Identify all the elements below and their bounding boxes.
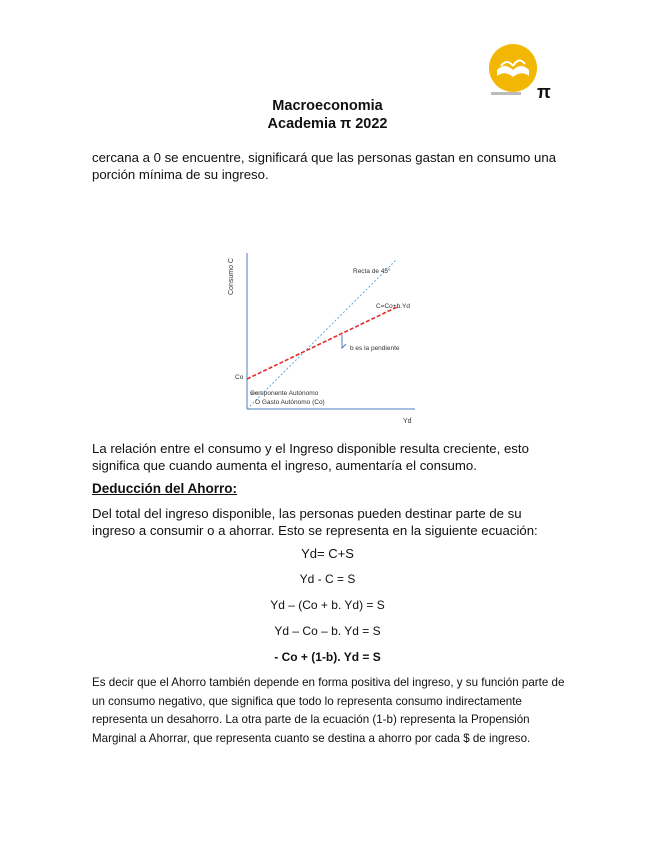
equation-3: Yd – (Co + b. Yd) = S [270, 598, 385, 612]
label-consumption-function: C=Co+b.Yd [376, 303, 410, 310]
conclusion-paragraph: Es decir que el Ahorro también depende en forma positiva del ingreso, y su función parte de un consumo negativo, que significa que todo lo representa consumo indirectamente representa un desahorro. La otra parte de la ecuación (1-b) representa la Propensión Marginal a Ahorrar, que representa cuanto se destina a ahorro por cada $ de ingreso. [92, 676, 565, 745]
component-annotation: Componente Autónomo [250, 390, 319, 397]
equation-4: Yd – Co – b. Yd = S [274, 624, 381, 638]
slope-annotation: b es la pendiente [350, 345, 400, 352]
consumption-chart [225, 245, 425, 435]
x-axis-label: Yd [403, 418, 412, 425]
slope-arrow-icon [342, 335, 346, 348]
ahorro-paragraph: Del total del ingreso disponible, las personas pueden destinar parte de su ingreso a consumir o a ahorrar. Esto se representa en la siguiente ecuación: [92, 506, 538, 538]
intercept-label: Co [235, 374, 244, 381]
section-heading: Deducción del Ahorro: [92, 481, 238, 496]
equation-5: - Co + (1-b). Yd = S [274, 650, 381, 664]
equation-1: Yd= C+S [301, 546, 354, 561]
logo-circle [489, 44, 537, 92]
page-title: Macroeconomia [272, 98, 383, 114]
gasto-annotation: O Gasto Autónomo (Co) [255, 399, 325, 406]
label-45-line: Recta de 45° [353, 268, 391, 275]
chart-svg [225, 245, 425, 435]
pi-symbol: π [537, 82, 551, 102]
relation-paragraph: La relación entre el consumo y el Ingreso disponible resulta creciente, esto significa que cuando aumenta el ingreso, aumentaría el consumo. [92, 441, 529, 473]
intro-paragraph: cercana a 0 se encuentre, significará que las personas gastan en consumo una porción mínima de su ingreso. [92, 150, 557, 182]
y-axis-label: Consumo C [228, 258, 235, 295]
logo-caption-bar [491, 92, 521, 95]
equation-2: Yd - C = S [299, 572, 356, 586]
series-line-45 [247, 259, 397, 409]
page-subtitle: Academia π 2022 [267, 116, 388, 132]
series-line-consumption [247, 307, 397, 379]
